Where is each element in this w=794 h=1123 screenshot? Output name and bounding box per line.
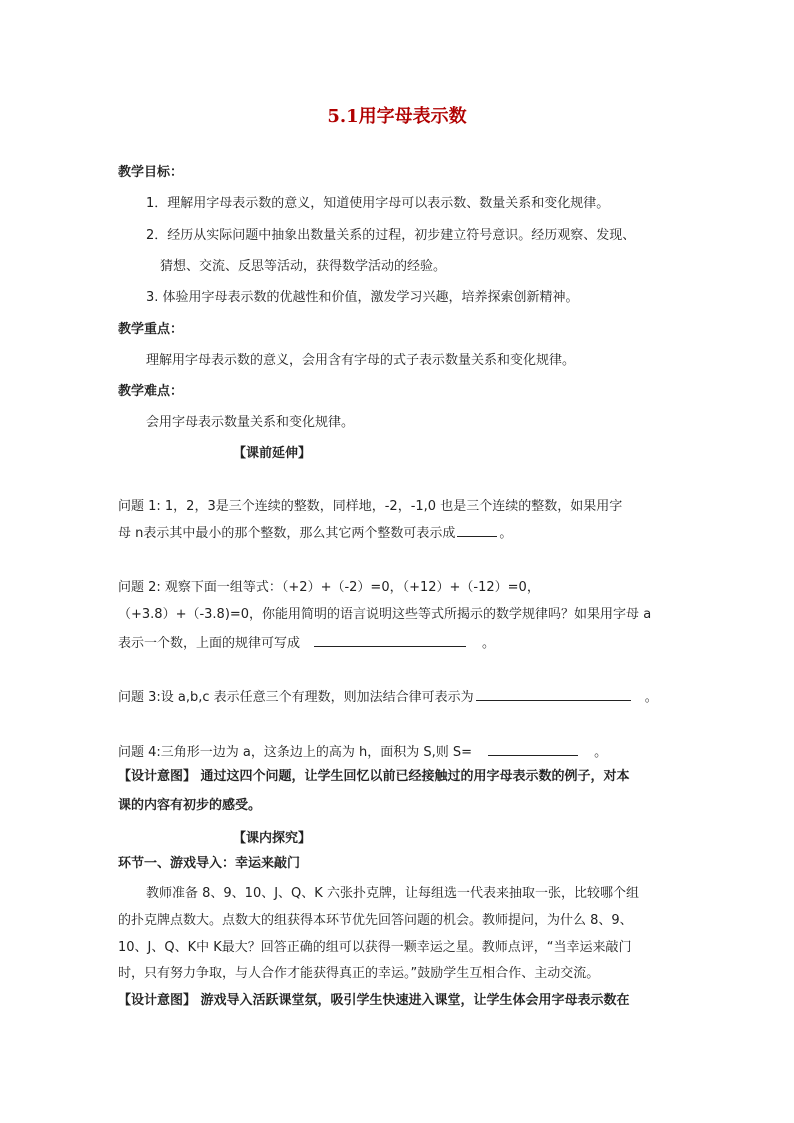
objective-item-3: 3. 体验用字母表示数的优越性和价值，激发学习兴趣，培养探索创新精神。 (146, 290, 579, 305)
question-2-text: 表示一个数，上面的规律可写成 (118, 636, 301, 651)
question-1-line-1: 问题 1: 1，2，3是三个连续的整数，同样地，-2，-1,0 也是三个连续的整数，如果用字 (118, 499, 623, 514)
key-points-text: 理解用字母表示数的意义，会用含有字母的式子表示数量关系和变化规律。 (146, 353, 576, 368)
question-3-text: 问题 3:设 a,b,c 表示任意三个有理数，则加法结合律可表示为 (118, 690, 474, 705)
section-1-para-line-4: 时，只有努力争取，与人合作才能获得真正的幸运。”鼓励学生互相合作、主动交流。 (118, 966, 600, 981)
design-intent-1-line-2: 课的内容有初步的感受。 (118, 798, 262, 813)
section-1-para-line-3: 10、J、Q、K中 K最大？回答正确的组可以获得一颗幸运之星。教师点评，“当幸运来敲门 (118, 940, 632, 955)
objective-item-2a: 2．经历从实际问题中抽象出数量关系的过程，初步建立符号意识。经历观察、发现、 (146, 228, 636, 243)
section-1-para-line-2: 的扑克牌点数大。点数大的组获得本环节优先回答问题的机会。教师提问，为什么 8、9、 (118, 913, 633, 928)
section-1-para-line-1: 教师准备 8、9、10、J、Q、K 六张扑克牌，让每组选一代表来抽取一张，比较哪个组 (146, 886, 639, 901)
question-2-line-1: 问题 2: 观察下面一组等式：（+2）+（-2）=0，（+12）+（-12）=0， (118, 580, 540, 595)
answer-blank-3[interactable] (476, 686, 631, 701)
key-points-heading: 教学重点： (118, 322, 184, 337)
question-1-line-2 (118, 522, 512, 544)
question-3-line (118, 686, 658, 708)
page-title: 5.1用字母表示数 (327, 106, 467, 127)
question-2-line-3 (118, 632, 495, 654)
answer-blank-4[interactable] (488, 741, 578, 756)
difficulties-text: 会用字母表示数量关系和变化规律。 (146, 415, 355, 430)
difficulties-heading: 教学难点： (118, 384, 184, 399)
preclass-heading: 【课前延伸】 (233, 446, 312, 461)
objectives-heading: 教学目标： (118, 165, 184, 180)
question-3-end: 。 (644, 690, 658, 705)
answer-blank-1[interactable] (457, 522, 497, 537)
objective-item-1: 1．理解用字母表示数的意义，知道使用字母可以表示数、数量关系和变化规律。 (146, 196, 610, 211)
question-1-text: 母 n表示其中最小的那个整数，那么其它两个整数可表示成 (118, 526, 456, 541)
question-1-end: 。 (499, 526, 513, 541)
design-intent-1-line-1: 【设计意图】 通过这四个问题，让学生回忆以前已经接触过的用字母表示数的例子，对本 (118, 769, 630, 784)
objective-item-2b: 猜想、交流、反思等活动，获得数学活动的经验。 (160, 259, 447, 274)
question-2-end: 。 (482, 636, 496, 651)
answer-blank-2[interactable] (314, 632, 466, 647)
question-4-text: 问题 4:三角形一边为 a，这条边上的高为 h，面积为 S,则 S= (118, 745, 473, 760)
question-4-end: 。 (594, 745, 608, 760)
question-4-line (118, 741, 607, 763)
section-1-heading: 环节一、游戏导入：幸运来敲门 (118, 856, 301, 871)
inclass-heading: 【课内探究】 (233, 831, 312, 846)
question-2-line-2: （+3.8）+（-3.8)=0，你能用简明的语言说明这些等式所揭示的数学规律吗？如果用字母 a (118, 607, 652, 622)
design-intent-2-line-1: 【设计意图】 游戏导入活跃课堂氛，吸引学生快速进入课堂，让学生体会用字母表示数在 (118, 993, 630, 1008)
